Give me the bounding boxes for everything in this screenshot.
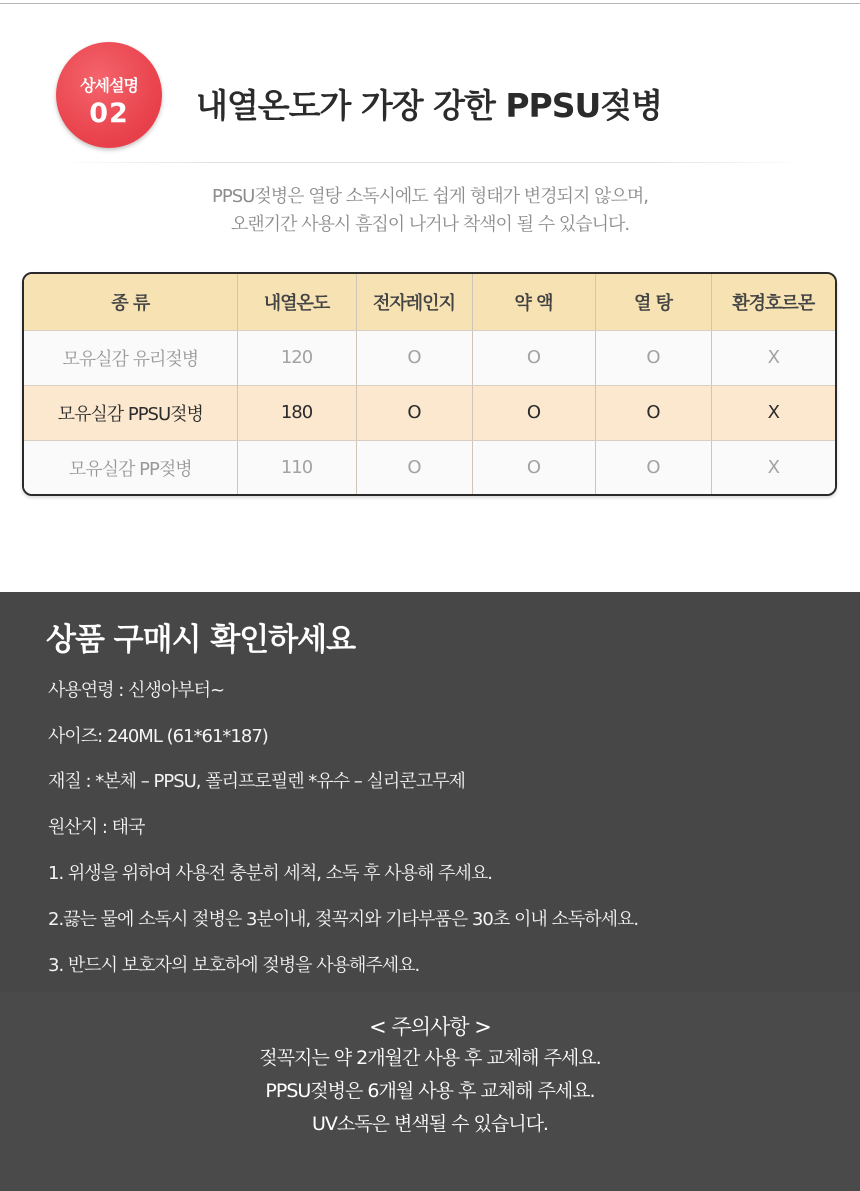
notice-line-age: 사용연령 : 신생아부터~ — [48, 680, 225, 701]
table-cell: O — [356, 385, 472, 440]
table-cell: 110 — [237, 440, 356, 495]
notice-line-1: 1. 위생을 위하여 사용전 충분히 세척, 소독 후 사용해 주세요. — [48, 863, 493, 884]
caution-line: PPSU젖병은 6개월 사용 후 교체해 주세요. — [265, 1080, 595, 1102]
description-line: 오랜기간 사용시 흠집이 나거나 착색이 될 수 있습니다. — [230, 214, 630, 235]
table-cell: O — [595, 440, 711, 495]
header-env-hormone: 환경호르몬 — [711, 274, 835, 330]
notice-line-2: 2.끓는 물에 소독시 젖병은 3분이내, 젖꼭지와 기타부품은 30초 이내 소독하세요. — [48, 909, 639, 930]
section-description — [0, 183, 860, 239]
table-cell: X — [711, 440, 835, 495]
table-cell: 모유실감 유리젖병 — [24, 330, 237, 385]
header-boiling: 열 탕 — [595, 274, 711, 330]
top-divider — [0, 3, 860, 4]
header-heat-resistance: 내열온도 — [237, 274, 356, 330]
notice-line-origin: 원산지 : 태국 — [48, 817, 145, 838]
table-cell: 모유실감 PPSU젖병 — [24, 385, 237, 440]
comparison-table — [22, 272, 837, 496]
notice-line-3: 3. 반드시 보호자의 보호하에 젖병을 사용해주세요. — [48, 955, 420, 976]
table-cell: X — [711, 385, 835, 440]
table-cell: 180 — [237, 385, 356, 440]
section-title: 내열온도가 가장 강한 PPSU젖병 — [196, 86, 663, 125]
notice-line-size: 사이즈: 240ML (61*61*187) — [48, 726, 268, 747]
table-cell: X — [711, 330, 835, 385]
description-line: PPSU젖병은 열탕 소독시에도 쉽게 형태가 변경되지 않으며, — [212, 186, 648, 207]
table-cell: O — [472, 330, 595, 385]
header-chemical: 약 액 — [472, 274, 595, 330]
header-microwave: 전자레인지 — [356, 274, 472, 330]
table-row — [24, 330, 835, 385]
table-row — [24, 440, 835, 495]
caution-title: < 주의사항 > — [369, 1015, 491, 1039]
table-cell: O — [472, 385, 595, 440]
caution-block — [0, 1012, 860, 1141]
table-cell: O — [595, 330, 711, 385]
table-row-highlighted — [24, 385, 835, 440]
table-cell: 120 — [237, 330, 356, 385]
badge-number: 02 — [89, 98, 129, 129]
badge-label: 상세설명 — [80, 76, 138, 95]
table-cell: O — [356, 440, 472, 495]
title-divider — [60, 162, 805, 163]
section-badge — [56, 42, 162, 148]
header-type: 종 류 — [24, 274, 237, 330]
purchase-notice-section — [0, 592, 860, 1191]
table-cell: O — [356, 330, 472, 385]
table-cell: O — [595, 385, 711, 440]
table-cell: O — [472, 440, 595, 495]
notice-line-material: 재질 : *본체 – PPSU, 폴리프로필렌 *유수 – 실리콘고무제 — [48, 771, 465, 792]
table-cell: 모유실감 PP젖병 — [24, 440, 237, 495]
caution-line: 젖꼭지는 약 2개월간 사용 후 교체해 주세요. — [259, 1047, 601, 1069]
caution-line: UV소독은 변색될 수 있습니다. — [312, 1113, 548, 1135]
notice-title: 상품 구매시 확인하세요 — [46, 622, 356, 658]
table-header-row — [24, 274, 835, 330]
